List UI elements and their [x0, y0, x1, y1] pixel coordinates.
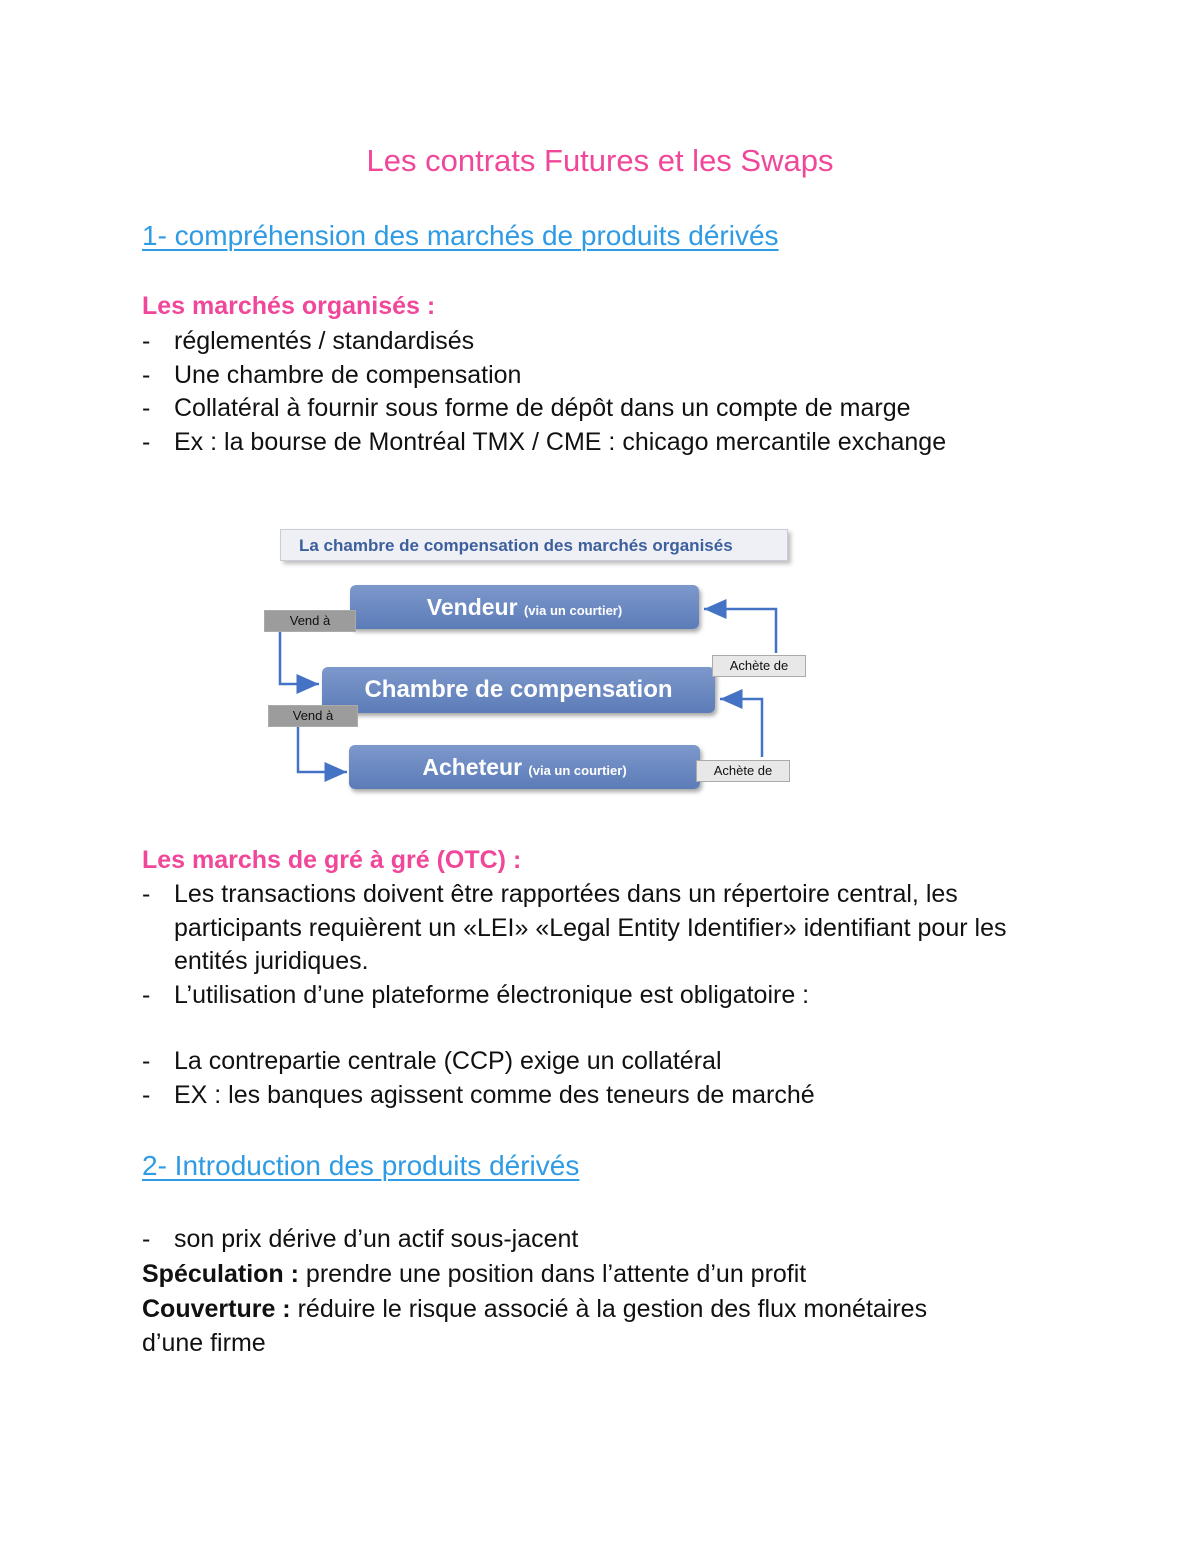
section-2-heading: 2- Introduction des produits dérivés: [142, 1150, 580, 1181]
otc-markets-list: [142, 878, 1092, 1012]
clearing-house-diagram: [258, 525, 818, 795]
list-item: - Une chambre de compensation: [142, 359, 1092, 393]
diagram-title: La chambre de compensation des marchés organisés: [280, 529, 788, 561]
speculation-label: Spéculation :: [142, 1260, 299, 1288]
sells-to-tag-bottom: Vend à: [268, 705, 358, 727]
derivatives-list: [142, 1223, 1092, 1257]
list-item: - Collatéral à fournir sous forme de dépôt dans un compte de marge: [142, 392, 1092, 426]
list-item: - La contrepartie centrale (CCP) exige un collatéral: [142, 1045, 1092, 1079]
section-1-heading: 1- compréhension des marchés de produits dérivés: [142, 220, 779, 251]
buys-from-tag-bottom: Achète de: [696, 760, 790, 782]
seller-sub-label: (via un courtier): [523, 603, 623, 618]
buyer-label: Acheteur: [422, 754, 523, 780]
arrow-clearing-to-seller: [704, 609, 776, 653]
clearing-house-box: Chambre de compensation: [322, 667, 715, 713]
list-item: - Les transactions doivent être rapportées dans un répertoire central, les participants requièrent un «LEI» «Legal Entity Identifier» identifiant pour les entités juridiques.: [142, 878, 1074, 979]
list-item: - Ex : la bourse de Montréal TMX / CME : chicago mercantile exchange: [142, 426, 964, 460]
otc-markets-list-2: [142, 1045, 1092, 1112]
hedging-text: réduire le risque associé à la gestion des flux monétaires d’une firme: [142, 1295, 928, 1357]
hedging-definition: [142, 1292, 942, 1360]
hedging-label: Couverture :: [142, 1295, 291, 1323]
page-title: Les contrats Futures et les Swaps: [366, 143, 834, 178]
seller-label: Vendeur: [426, 594, 518, 620]
list-item: - EX : les banques agissent comme des teneurs de marché: [142, 1079, 1092, 1113]
sells-to-tag-top: Vend à: [264, 610, 356, 632]
arrow-buyer-to-clearing: [720, 699, 762, 757]
list-item: - réglementés / standardisés: [142, 325, 1092, 359]
seller-box: [350, 585, 699, 629]
speculation-text: prendre une position dans l’attente d’un profit: [298, 1260, 807, 1288]
arrow-seller-to-clearing: [280, 631, 319, 684]
arrow-clearing-to-buyer: [298, 725, 347, 772]
list-item: - L’utilisation d’une plateforme électronique est obligatoire :: [142, 979, 1092, 1013]
buyer-sub-label: (via un courtier): [528, 763, 627, 778]
speculation-definition: [142, 1257, 1092, 1291]
otc-markets-heading: Les marchs de gré à gré (OTC) :: [142, 846, 522, 874]
organized-markets-heading: Les marchés organisés :: [142, 292, 436, 320]
buyer-box: [349, 745, 700, 789]
organized-markets-list: [142, 325, 1092, 459]
buys-from-tag-top: Achète de: [712, 655, 806, 677]
list-item: - son prix dérive d’un actif sous-jacent: [142, 1223, 1092, 1257]
